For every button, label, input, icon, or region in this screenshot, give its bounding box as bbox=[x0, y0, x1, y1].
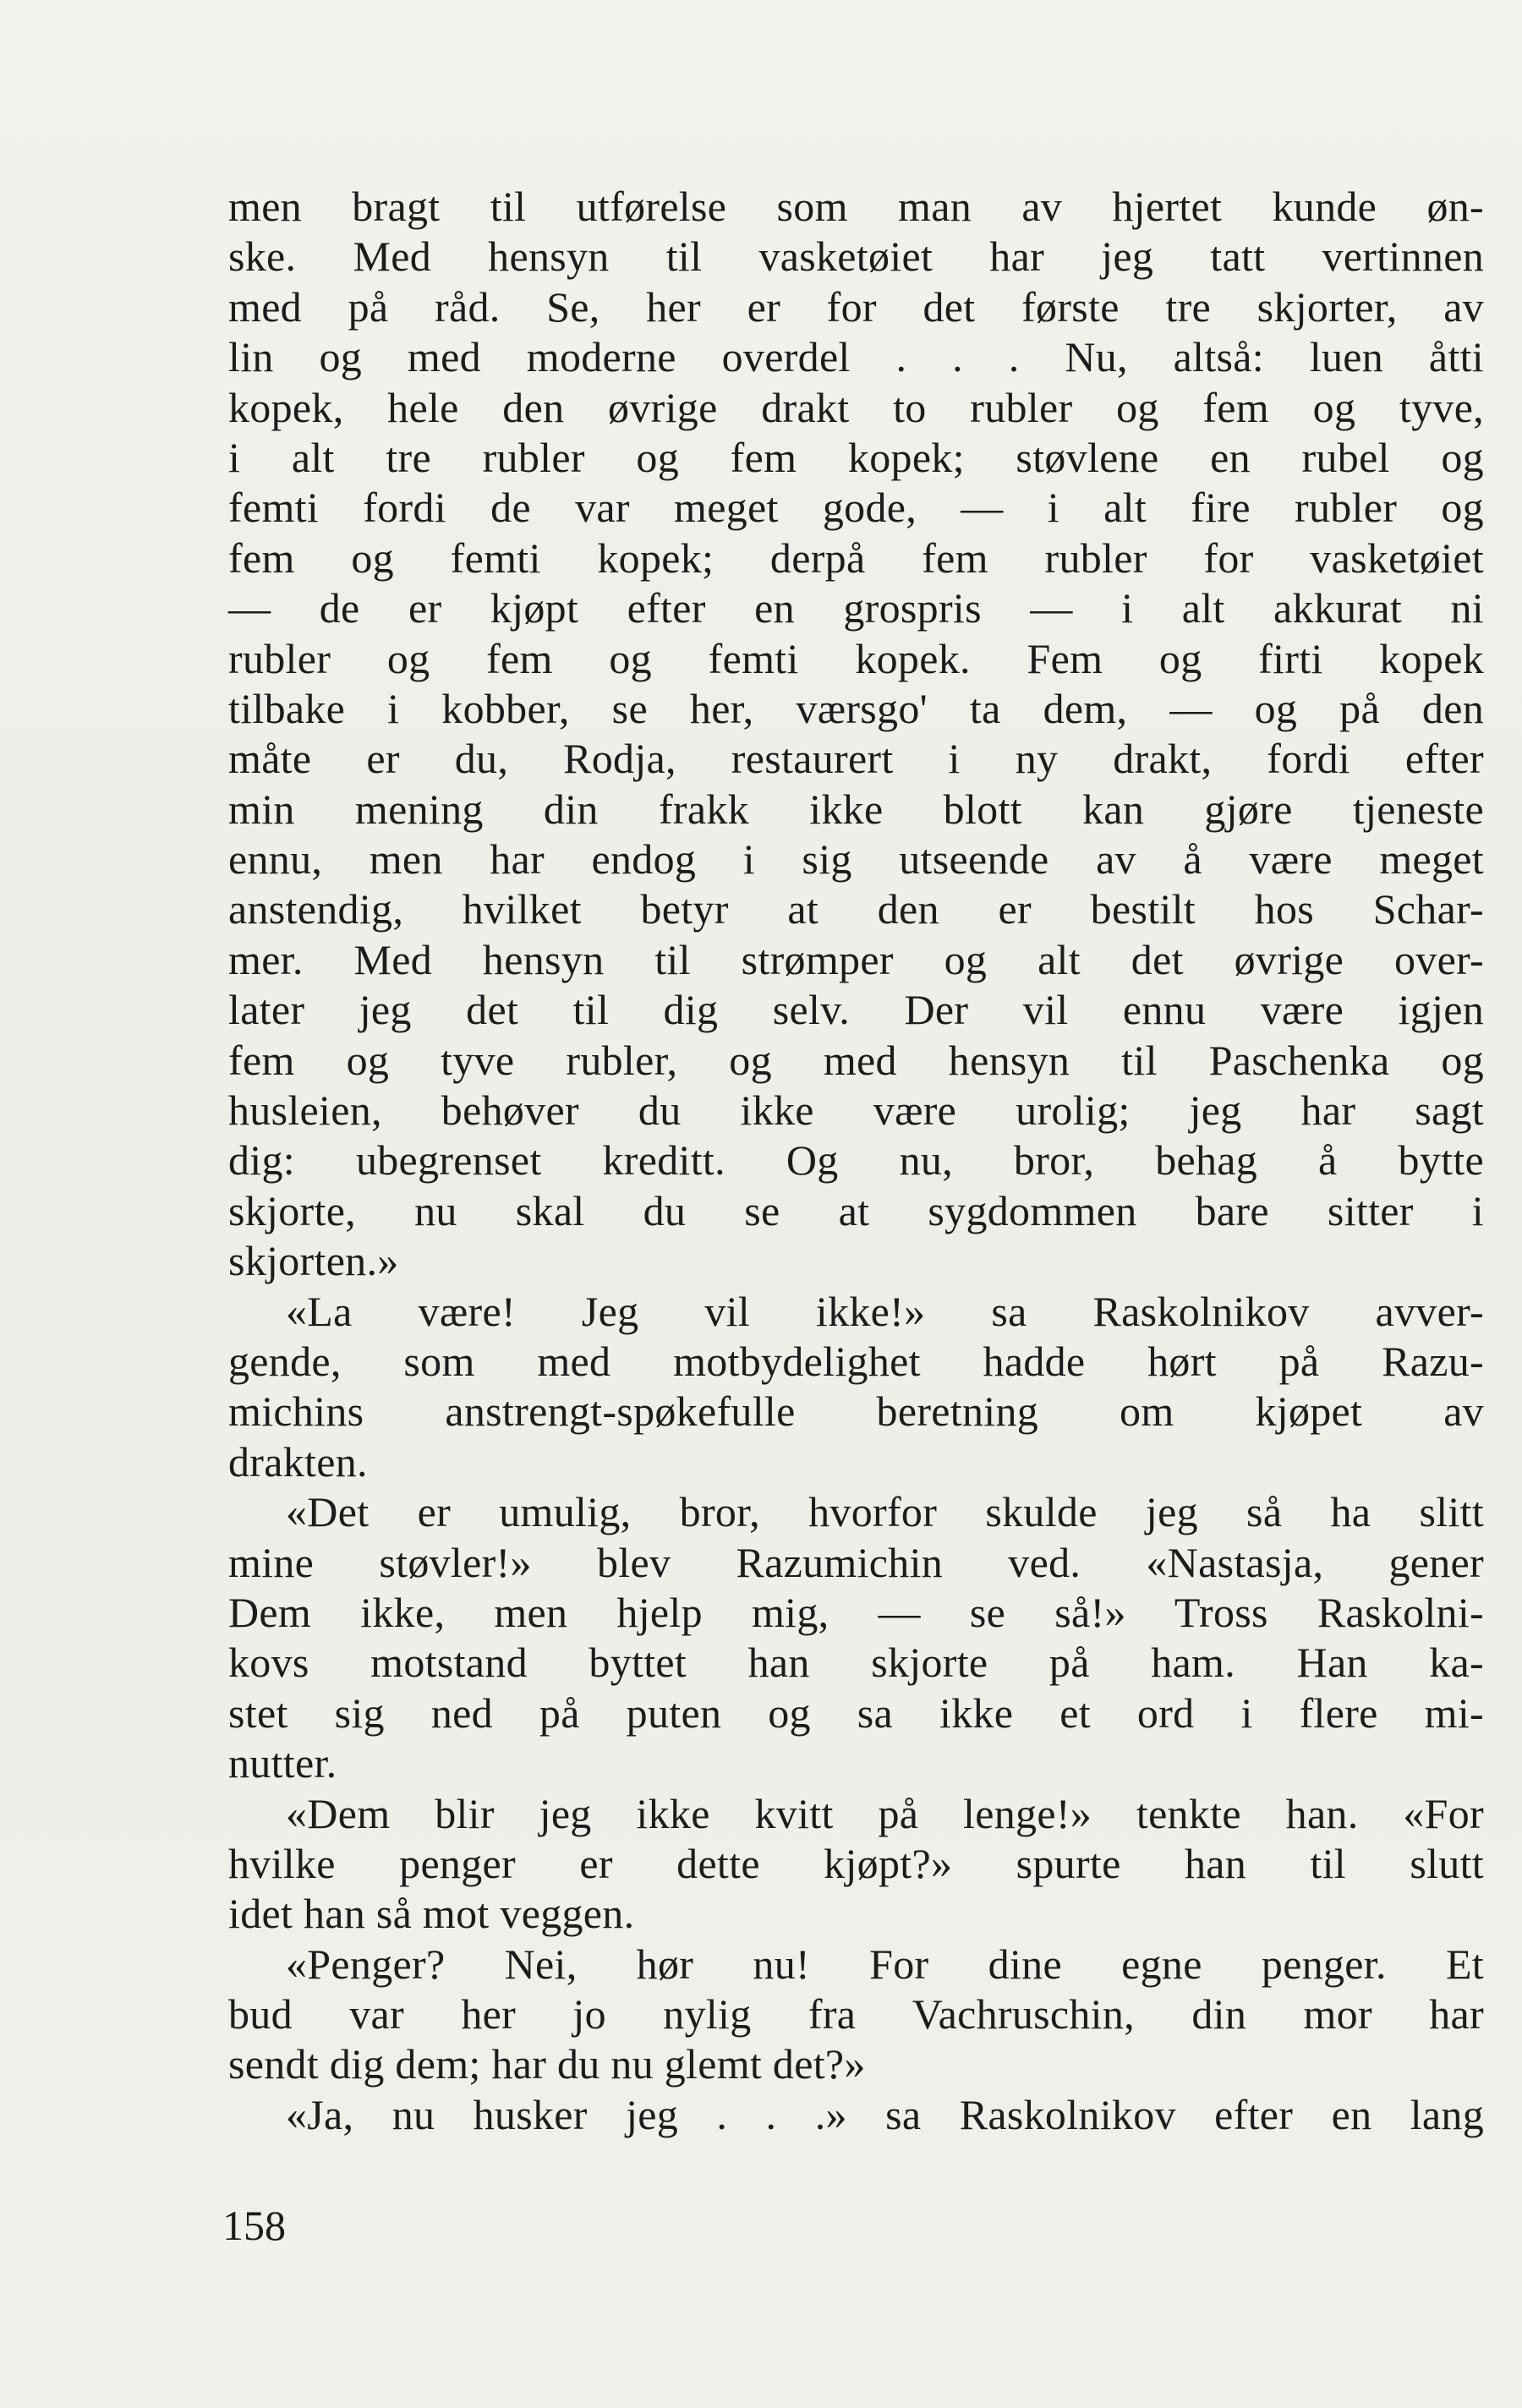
text-line: stet sig ned på puten og sa ikke et ord i flere mi- bbox=[228, 1688, 1484, 1737]
text-line: hvilke penger er dette kjøpt?» spurte han til slutt bbox=[228, 1839, 1484, 1887]
text-line: sendt dig dem; har du nu glemt det?» bbox=[228, 2040, 866, 2088]
text-line: nutter. bbox=[228, 1739, 337, 1787]
text-line: min mening din frakk ikke blott kan gjøre tjeneste bbox=[228, 785, 1484, 833]
text-line: skjorte, nu skal du se at sygdommen bare sitter i bbox=[228, 1186, 1484, 1234]
text-line: later jeg det til dig selv. Der vil ennu være igjen bbox=[228, 986, 1484, 1034]
text-line: i alt tre rubler og fem kopek; støvlene en rubel og bbox=[228, 433, 1484, 481]
text-line: «Penger? Nei, hør nu! For dine egne penger. Et bbox=[286, 1940, 1484, 1988]
text-line: idet han så mot veggen. bbox=[228, 1890, 635, 1938]
text-line: kopek, hele den øvrige drakt to rubler og fem og tyve, bbox=[228, 383, 1484, 431]
text-line: gende, som med motbydelighet hadde hørt på Razu- bbox=[228, 1337, 1484, 1385]
text-line: med på råd. Se, her er for det første tre skjorter, av bbox=[228, 282, 1484, 331]
text-line: mine støvler!» blev Razumichin ved. «Nastasja, gener bbox=[228, 1538, 1484, 1586]
text-line: lin og med moderne overdel . . . Nu, altså: luen åtti bbox=[228, 333, 1484, 381]
text-line: anstendig, hvilket betyr at den er bestilt hos Schar- bbox=[228, 885, 1484, 933]
text-line: — de er kjøpt efter en grospris — i alt akkurat ni bbox=[228, 584, 1484, 632]
text-line: fem og femti kopek; derpå fem rubler for vasketøiet bbox=[228, 534, 1484, 582]
text-line: femti fordi de var meget gode, — i alt fire rubler og bbox=[228, 484, 1484, 532]
page-number: 158 bbox=[222, 2202, 286, 2249]
text-line: måte er du, Rodja, restaurert i ny drakt, fordi efter bbox=[228, 735, 1484, 783]
text-line: Dem ikke, men hjelp mig, — se så!» Tross Raskolni- bbox=[228, 1588, 1484, 1636]
text-line: men bragt til utførelse som man av hjertet kunde øn- bbox=[228, 183, 1484, 230]
text-line: mer. Med hensyn til strømper og alt det øvrige over- bbox=[228, 935, 1484, 983]
text-line: fem og tyve rubler, og med hensyn til Paschenka og bbox=[228, 1036, 1484, 1084]
text-line: tilbake i kobber, se her, værsgo' ta dem, — og på den bbox=[228, 684, 1484, 732]
text-line: «La være! Jeg vil ikke!» sa Raskolnikov avver- bbox=[286, 1287, 1484, 1335]
text-line: «Dem blir jeg ikke kvitt på lenge!» tenkte han. «For bbox=[286, 1789, 1484, 1837]
text-line: skjorten.» bbox=[228, 1237, 399, 1285]
text-line: rubler og fem og femti kopek. Fem og firti kopek bbox=[228, 634, 1484, 682]
text-line: drakten. bbox=[228, 1437, 368, 1486]
text-line: «Det er umulig, bror, hvorfor skulde jeg så ha slitt bbox=[286, 1488, 1484, 1536]
body-text bbox=[228, 182, 1484, 2140]
text-line: bud var her jo nylig fra Vachruschin, din mor har bbox=[228, 1990, 1484, 2039]
text-line: dig: ubegrenset kreditt. Og nu, bror, behag å bytte bbox=[228, 1136, 1484, 1185]
text-line: michins anstrengt-spøkefulle beretning om kjøpet av bbox=[228, 1387, 1484, 1436]
text-line: «Ja, nu husker jeg . . .» sa Raskolnikov efter en lang bbox=[286, 2090, 1484, 2138]
text-line: kovs motstand byttet han skjorte på ham. Han ka- bbox=[228, 1639, 1484, 1687]
text-line: ennu, men har endog i sig utseende av å være meget bbox=[228, 835, 1484, 884]
text-line: husleien, behøver du ikke være urolig; jeg har sagt bbox=[228, 1086, 1484, 1135]
text-line: ske. Med hensyn til vasketøiet har jeg tatt vertinnen bbox=[228, 233, 1484, 281]
